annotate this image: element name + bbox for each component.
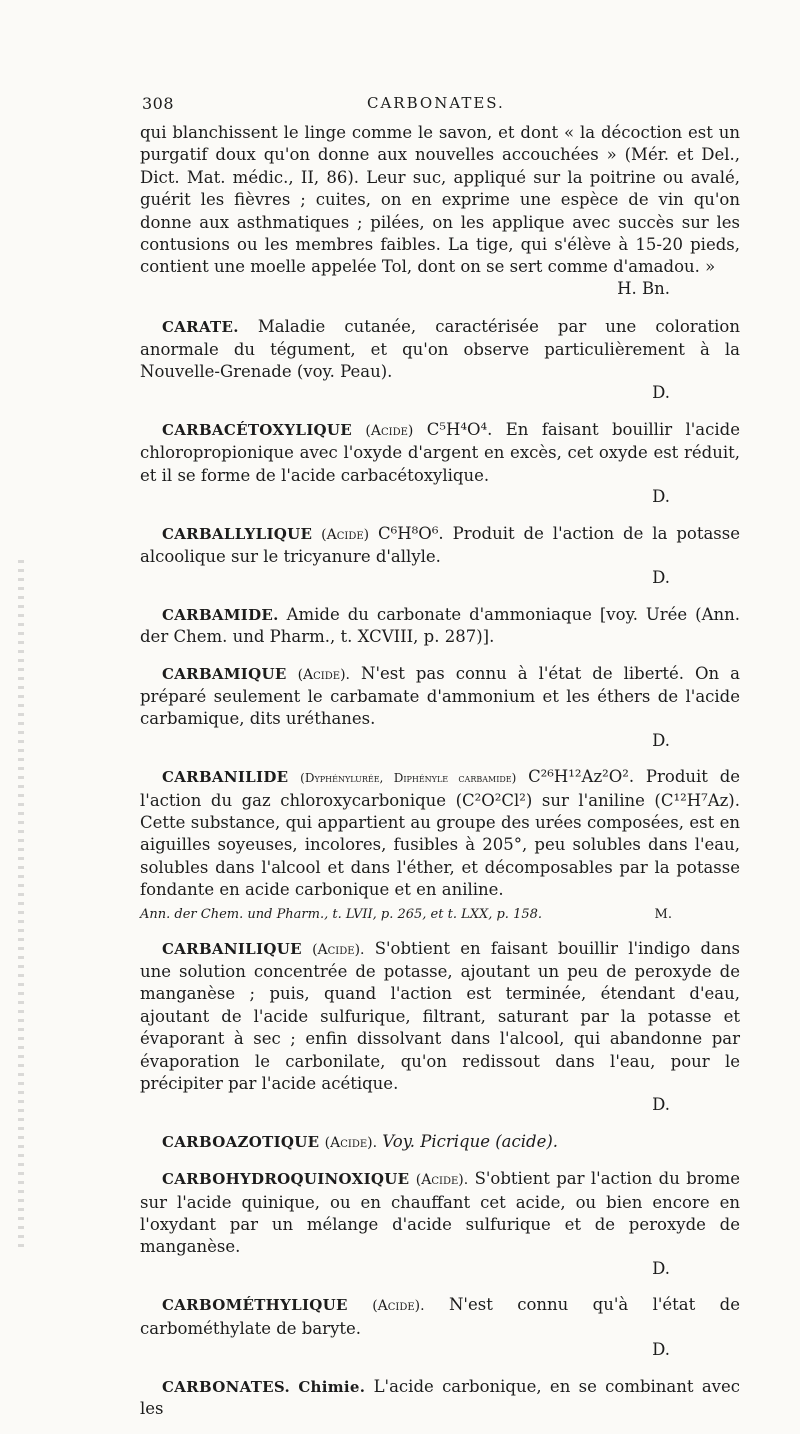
entry-text: N'est pas connu à l'état de liberté. On a préparé seulement le carbamate d'ammonium et les éthers de l'acide carbamique, dits uréthanes. [140, 663, 741, 729]
cross-reference: Voy. Picrique (acide). [382, 1131, 559, 1151]
scan-margin-artifact [18, 560, 24, 1250]
entry-text: Maladie cutanée, caractérisée par une coloration anormale du tégument, et qu'on observe particulièrement à la Nouvelle-Grenade (voy. Peau). [140, 317, 740, 382]
entry-text: N'est connu qu'à l'état de carbométhylate de baryte. [140, 1295, 740, 1338]
entry-carbanilide [140, 766, 740, 901]
entry-carbamique [140, 663, 740, 753]
page-number: 308 [142, 94, 175, 113]
text-column [140, 122, 740, 1434]
qualifier: (Acide). [372, 1298, 425, 1315]
subheading: Chimie. [298, 1377, 366, 1396]
entry-carballylique [140, 523, 740, 590]
author-signature: D. [652, 1258, 670, 1278]
qualifier: (Dyphénylurée, Diphényle carbamide) [300, 771, 517, 786]
entry-carbomethylique [140, 1294, 740, 1361]
entry-text: S'obtient en faisant bouillir l'indigo dans une solution concentrée de potasse, ajoutant un peu de peroxyde de manganèse ; puis, quand l'action est terminée, étendant d'eau, ajoutant de l'acide sulfurique, filtrant, saturant par la potasse et évaporant à sec ; enfin dissolvant dans l'alcool, qui abandonne par évaporation le carbonilate, qu'on redissout dans l'eau, pour le précipiter par l'acide acétique. [140, 938, 740, 1094]
entry-continuation [140, 122, 740, 300]
entry-text: Amide du carbonate d'ammoniaque [voy. Urée (Ann. der Chem. und Pharm., t. XCVIII, p. 287)]. [140, 604, 740, 647]
formula: C⁵H⁴O⁴. [426, 419, 493, 439]
reference-text: Ann. der Chem. und Pharm., t. LVII, p. 265, et t. LXX, p. 158. [140, 906, 543, 922]
qualifier: (Acide). [415, 1172, 469, 1189]
headword: CARBAMIQUE [162, 664, 287, 683]
entry-carate [140, 316, 740, 405]
entry-carbanilique [140, 938, 740, 1117]
formula: C⁶H⁸O⁶. [378, 523, 444, 543]
headword: CARBALLYLIQUE [162, 524, 313, 543]
entry-text: S'obtient par l'action du brome sur l'acide quinique, ou en chauffant cet acide, ou bien encore en l'oxydant par un mélange d'acide sulfurique et de peroxyde de manganèse. [140, 1169, 741, 1257]
running-head: CARBONATES. [367, 94, 505, 112]
entry-carbohydroquinoxique [140, 1168, 740, 1280]
qualifier: (Acide) [321, 526, 370, 543]
author-signature: D. [652, 1095, 670, 1115]
author-signature: D. [652, 730, 670, 750]
qualifier: (Acide). [312, 941, 365, 958]
entry-carbacetoxylique [140, 419, 740, 509]
entry-text: qui blanchissent le linge comme le savon, et dont « la décoction est un purgatif doux qu'on donne aux nouvelles accouchées » (Mér. et Del., Dict. Mat. médic., II, 86). Leur suc, appliqué sur la poitrine ou avalé, guérit les fièvres ; cuites, on en exprime une espèce de vin qu'on donne aux asthmatiques ; pilées, on les applique avec succès sur les contusions ou les membres faibles. La tige, qui s'élève à 15-20 pieds, contient une moelle appelée Tol, dont on se sert comme d'amadou. » [140, 123, 740, 277]
author-signature: M. [654, 906, 672, 922]
author-signature: D. [652, 383, 670, 403]
entry-text: En faisant bouillir l'acide chloropropionique avec l'oxyde d'argent en excès, cet oxyde est réduit, et il se forme de l'acide carbacétoxylique. [140, 419, 740, 485]
entry-text: Produit de l'action du gaz chloroxycarbonique (C²O²Cl²) sur l'aniline (C¹²H⁷Az). Cette substance, qui appartient au groupe des urées composées, est en aiguilles soyeuses, incolores, fusibles à 205°, peu solubles dans l'eau, solubles dans l'alcool et dans l'éther, et décomposables par la potasse fondante en acide carbonique et en aniline. [140, 767, 741, 900]
entry-carboazotique [140, 1131, 740, 1154]
headword: CARATE. [162, 318, 239, 337]
page-header [142, 94, 742, 118]
headword: CARBANILIDE [162, 768, 289, 787]
headword: CARBOMÉTHYLIQUE [162, 1296, 348, 1315]
qualifier: (Acide) [365, 422, 414, 439]
author-signature: H. Bn. [617, 278, 670, 298]
entry-text: Produit de l'action de la potasse alcoolique sur le tricyanure d'allyle. [140, 523, 740, 566]
author-signature: D. [652, 568, 670, 588]
author-signature: D. [652, 487, 670, 507]
headword: CARBACÉTOXYLIQUE [162, 420, 352, 439]
entry-carbamide [140, 604, 740, 649]
formula: C²⁶H¹²Az²O². [528, 767, 635, 787]
headword: CARBANILIQUE [162, 939, 302, 958]
headword: CARBONATES. [162, 1377, 291, 1396]
headword: CARBOHYDROQUINOXIQUE [162, 1170, 410, 1189]
qualifier: (Acide). [297, 666, 350, 683]
qualifier: (Acide). [324, 1134, 378, 1151]
entry-carbonates [140, 1376, 740, 1421]
entry-text: L'acide carbonique, en se combinant avec les [140, 1376, 740, 1418]
headword: CARBOAZOTIQUE [162, 1132, 320, 1151]
bibliographic-reference [140, 906, 740, 924]
author-signature: D. [652, 1340, 670, 1360]
headword: CARBAMIDE. [162, 605, 279, 624]
